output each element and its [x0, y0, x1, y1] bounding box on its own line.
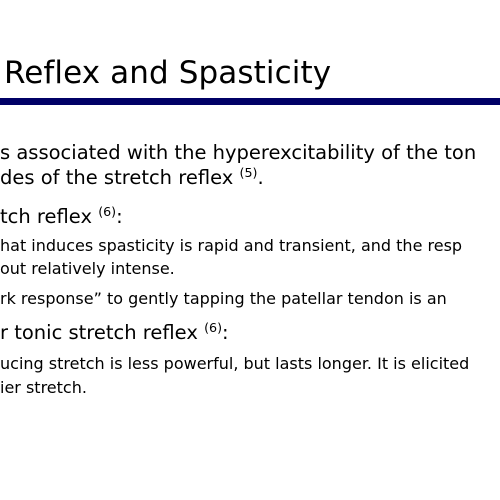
body-line-8: [0, 354, 469, 374]
citation: (5): [239, 165, 258, 181]
body-line-5: [0, 259, 175, 279]
body-text: rk response” to gently tapping the patellar tendon is an: [0, 289, 447, 308]
body-line-2: [0, 166, 264, 192]
body-text: tch reflex: [0, 205, 99, 228]
body-line-4: [0, 236, 462, 256]
body-text: ier stretch.: [0, 378, 87, 397]
body-text: hat induces spasticity is rapid and transient, and the resp: [0, 236, 463, 255]
citation: (6): [98, 204, 117, 220]
body-text: out relatively intense.: [0, 259, 175, 278]
punctuation: .: [257, 166, 264, 189]
body-text: des of the stretch reflex: [0, 166, 240, 189]
body-text: r tonic stretch reflex: [0, 321, 205, 344]
punctuation: :: [116, 205, 123, 228]
subheading-phasic-reflex: [0, 205, 123, 231]
slide-title: Reflex and Spasticity: [4, 55, 332, 91]
citation: (6): [204, 320, 223, 336]
title-underline-bar: [0, 98, 500, 105]
body-line-6: [0, 289, 447, 309]
body-line-1: [0, 141, 476, 165]
body-line-9: [0, 378, 87, 398]
subheading-tonic-reflex: [0, 321, 229, 347]
body-text: s associated with the hyperexcitability of the ton: [0, 141, 477, 164]
body-text: ucing stretch is less powerful, but lasts longer. It is elicited: [0, 354, 470, 373]
punctuation: :: [222, 321, 229, 344]
